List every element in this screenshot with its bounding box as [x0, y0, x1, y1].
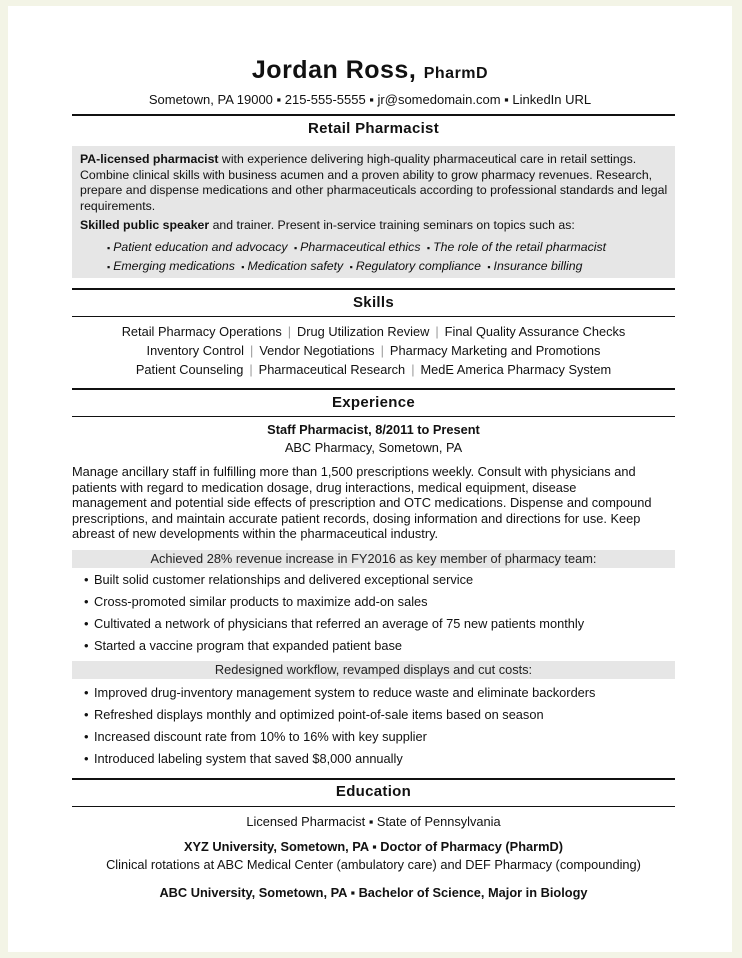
- list-item: [84, 682, 674, 704]
- bullet-dot: •: [84, 594, 89, 609]
- skill-item: Vendor Negotiations: [259, 343, 375, 358]
- contact-line: Sometown, PA 19000 ▪ 215-555-5555 ▪ jr@somedomain.com ▪ LinkedIn URL: [148, 92, 592, 107]
- list-item-text: Built solid customer relationships and delivered exceptional service: [94, 572, 474, 587]
- candidate-name: [8, 56, 732, 85]
- separator: |: [249, 362, 253, 377]
- skill-item: Retail Pharmacy Operations: [121, 324, 282, 339]
- skill-item: Drug Utilization Review: [297, 324, 430, 339]
- divider: [72, 416, 675, 417]
- bullet-dot: •: [84, 685, 89, 700]
- divider: [72, 806, 675, 807]
- topic-row-1: [104, 238, 675, 257]
- list-item: [84, 613, 674, 635]
- list-item-text: Started a vaccine program that expanded patient base: [94, 638, 403, 653]
- skill-item: Inventory Control: [146, 343, 244, 358]
- name-text: Jordan Ross,: [251, 56, 417, 84]
- skill-row: [72, 360, 675, 379]
- bullet-dot: •: [84, 616, 89, 631]
- job-company: ABC Pharmacy, Sometown, PA: [284, 440, 463, 455]
- topic-item: Medication safety: [247, 258, 344, 273]
- divider: [72, 288, 675, 290]
- list-item: [84, 569, 674, 591]
- list-item: [84, 591, 674, 613]
- bullet-square: ▪: [487, 261, 491, 272]
- topic-item: Emerging medications: [113, 258, 235, 273]
- bullet-square: ▪: [241, 261, 245, 272]
- clinical-rotations: Clinical rotations at ABC Medical Center (ambulatory care) and DEF Pharmacy (compounding): [106, 857, 641, 872]
- summary-paragraph-1: [80, 152, 675, 214]
- summary-text-2: and trainer. Present in-service training seminars on topics such as:: [209, 218, 575, 232]
- bullet-square: ▪: [107, 261, 111, 272]
- skill-row: [72, 322, 675, 341]
- separator: |: [435, 324, 439, 339]
- bullet-dot: •: [84, 751, 89, 766]
- topic-item: Insurance billing: [493, 258, 583, 273]
- list-item: [84, 704, 674, 726]
- bullet-square: ▪: [349, 261, 353, 272]
- summary-paragraph-2: [80, 218, 675, 234]
- skill-item: Pharmaceutical Research: [258, 362, 406, 377]
- job-title: Staff Pharmacist, 8/2011 to Present: [267, 422, 480, 437]
- summary-title: Retail Pharmacist: [308, 120, 439, 137]
- bullet-dot: •: [84, 707, 89, 722]
- bullet-square: ▪: [426, 242, 431, 253]
- divider: [72, 114, 675, 116]
- credential: PharmD: [423, 65, 489, 82]
- list-item: [84, 635, 674, 657]
- job-description: Manage ancillary staff in fulfilling more than 1,500 prescriptions weekly. Consult with physicians and patients with regard to medication dosage, drug interactions, medical equipment, disease management and potential side effects of prescription and OTC medications. Dispense and compound prescriptions, and maintain accurate patient records, dosing information and directions for use. Keep abreast of new developments within the pharmaceutical industry.: [72, 464, 652, 541]
- topic-item: Patient education and advocacy: [113, 239, 288, 254]
- achievement-band: Redesigned workflow, revamped displays and cut costs:: [72, 661, 675, 679]
- summary-text-1: with experience delivering high-quality pharmaceutical care in retail settings. Combine clinical skills with business acumen and a proven ability to grow pharmacy revenues. Research, prepare and dispense medications and other pharmaceuticals according to professional standards and legal requirements.: [80, 152, 668, 213]
- topic-row-2: [104, 257, 675, 276]
- separator: |: [287, 324, 292, 339]
- skill-item: Pharmacy Marketing and Promotions: [389, 343, 601, 358]
- list-item-text: Cultivated a network of physicians that referred an average of 75 new patients monthly: [94, 616, 585, 631]
- separator: |: [411, 362, 415, 377]
- divider: [72, 316, 675, 317]
- skill-item: Final Quality Assurance Checks: [444, 324, 626, 339]
- achievement-list: [84, 569, 674, 657]
- separator: |: [380, 343, 384, 358]
- separator: |: [250, 343, 254, 358]
- bullet-square: ▪: [107, 242, 111, 253]
- list-item-text: Refreshed displays monthly and optimized point-of-sale items based on season: [94, 707, 544, 722]
- bullet-dot: •: [84, 572, 89, 587]
- achievement-band: Achieved 28% revenue increase in FY2016 as key member of pharmacy team:: [72, 550, 675, 568]
- topic-list: [104, 238, 675, 276]
- list-item-text: Introduced labeling system that saved $8,000 annually: [94, 751, 403, 766]
- divider: [72, 388, 675, 390]
- skill-item: MedE America Pharmacy System: [420, 362, 612, 377]
- list-item: [84, 726, 674, 748]
- bullet-dot: •: [84, 729, 89, 744]
- bullet-square: ▪: [293, 242, 298, 253]
- list-item: [84, 748, 674, 770]
- list-item-text: Increased discount rate from 10% to 16% with key supplier: [94, 729, 427, 744]
- summary-lead-1: PA-licensed pharmacist: [80, 152, 219, 166]
- skill-item: Patient Counseling: [135, 362, 244, 377]
- summary-lead-2: Skilled public speaker: [80, 218, 210, 232]
- topic-item: The role of the retail pharmacist: [433, 239, 607, 254]
- degree-doctorate: XYZ University, Sometown, PA ▪ Doctor of Pharmacy (PharmD): [183, 839, 564, 854]
- education-title: Education: [335, 783, 412, 800]
- license-line: Licensed Pharmacist ▪ State of Pennsylvania: [246, 814, 501, 829]
- topic-item: Pharmaceutical ethics: [300, 239, 421, 254]
- skills-title: Skills: [353, 294, 394, 311]
- topic-item: Regulatory compliance: [355, 258, 481, 273]
- divider: [72, 778, 675, 780]
- resume-page: [8, 6, 732, 952]
- list-item-text: Cross-promoted similar products to maximize add-on sales: [94, 594, 428, 609]
- experience-title: Experience: [331, 394, 416, 411]
- achievement-list: [84, 682, 674, 770]
- degree-bachelor: ABC University, Sometown, PA ▪ Bachelor of Science, Major in Biology: [159, 885, 588, 900]
- summary-box: [72, 146, 675, 278]
- skills-list: [72, 322, 675, 379]
- skill-row: [72, 341, 675, 360]
- bullet-dot: •: [84, 638, 89, 653]
- list-item-text: Improved drug-inventory management system to reduce waste and eliminate backorders: [94, 685, 596, 700]
